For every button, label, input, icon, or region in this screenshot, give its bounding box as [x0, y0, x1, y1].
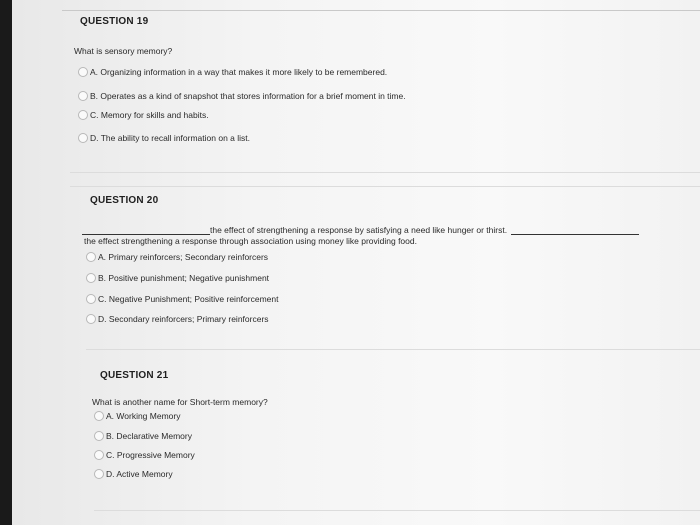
question-19-title: QUESTION 19 — [80, 16, 149, 27]
option-label: C. Progressive Memory — [106, 450, 195, 460]
radio-button[interactable] — [78, 133, 88, 143]
q21-option-d[interactable] — [94, 469, 173, 479]
option-label: A. Organizing information in a way that makes it more likely to be remembered. — [90, 67, 388, 77]
option-label: D. The ability to recall information on a list. — [90, 133, 250, 143]
question-20-title: QUESTION 20 — [90, 195, 159, 206]
option-label: B. Declarative Memory — [106, 431, 192, 441]
option-label: A. Working Memory — [106, 411, 181, 421]
q20-option-a[interactable] — [86, 252, 268, 262]
radio-button[interactable] — [94, 411, 104, 421]
option-label: A. Primary reinforcers; Secondary reinforcers — [98, 252, 269, 262]
q19-option-b[interactable] — [78, 91, 406, 101]
radio-button[interactable] — [78, 110, 88, 120]
fill-in-blank — [511, 226, 639, 235]
radio-button[interactable] — [78, 91, 88, 101]
question-21-prompt: What is another name for Short-term memory? — [92, 397, 268, 407]
radio-button[interactable] — [94, 431, 104, 441]
divider — [94, 510, 700, 511]
top-divider — [62, 10, 700, 11]
divider — [70, 186, 700, 187]
radio-button[interactable] — [94, 469, 104, 479]
q20-option-b[interactable] — [86, 273, 269, 283]
fill-in-blank — [82, 226, 210, 235]
radio-button[interactable] — [94, 450, 104, 460]
option-label: B. Positive punishment; Negative punishment — [98, 273, 270, 283]
question-21-title: QUESTION 21 — [100, 370, 169, 381]
q21-option-a[interactable] — [94, 411, 180, 421]
q20-option-d[interactable] — [86, 314, 269, 324]
q19-option-d[interactable] — [78, 133, 250, 143]
prompt-text: the effect of strengthening a response by satisfying a need like hunger or thirst. — [210, 225, 508, 235]
question-20-prompt-line-2: the effect strengthening a response through association using money like providing food. — [84, 236, 417, 246]
option-label: C. Negative Punishment; Positive reinforcement — [98, 294, 279, 304]
quiz-page — [12, 0, 700, 525]
q20-option-c[interactable] — [86, 294, 278, 304]
question-20-prompt-line-1 — [82, 225, 639, 235]
radio-button[interactable] — [78, 67, 88, 77]
radio-button[interactable] — [86, 273, 96, 283]
q21-option-b[interactable] — [94, 431, 192, 441]
q19-option-c[interactable] — [78, 110, 209, 120]
radio-button[interactable] — [86, 294, 96, 304]
radio-button[interactable] — [86, 252, 96, 262]
question-19-prompt: What is sensory memory? — [74, 46, 173, 56]
q21-option-c[interactable] — [94, 450, 195, 460]
left-edge — [0, 0, 12, 525]
option-label: C. Memory for skills and habits. — [90, 110, 209, 120]
option-label: B. Operates as a kind of snapshot that stores information for a brief moment in time. — [90, 91, 406, 101]
option-label: D. Secondary reinforcers; Primary reinforcers — [98, 314, 269, 324]
option-label: D. Active Memory — [106, 469, 173, 479]
divider — [86, 349, 700, 350]
radio-button[interactable] — [86, 314, 96, 324]
q19-option-a[interactable] — [78, 67, 387, 77]
divider — [70, 172, 700, 173]
